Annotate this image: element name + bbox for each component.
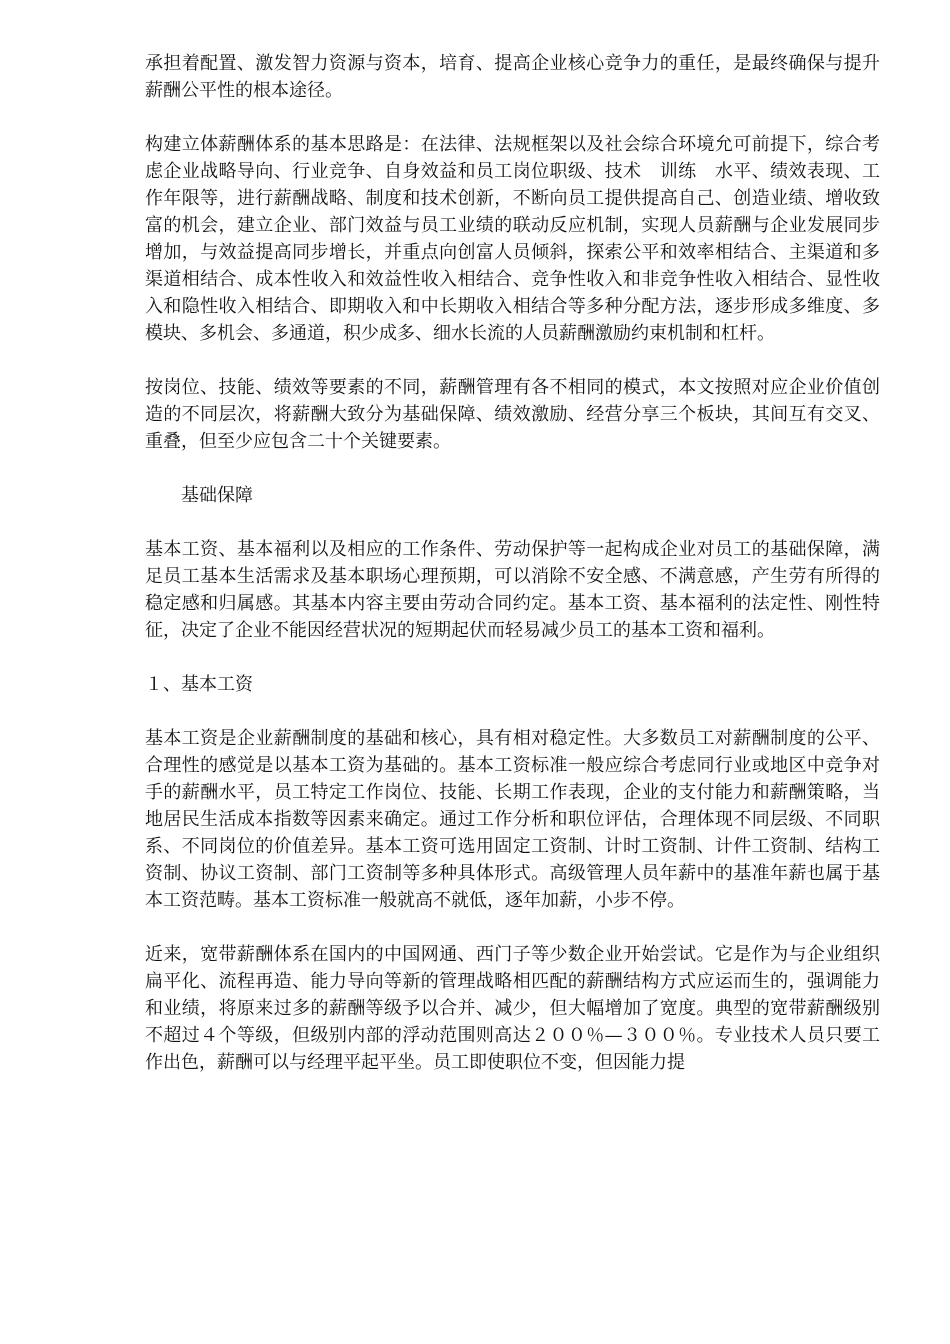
paragraph-basic-security: 基本工资、基本福利以及相应的工作条件、劳动保护等一起构成企业对员工的基础保障，满足员工基本生活需求及基本职场心理预期，可以消除不安全感、不满意感，产生劳有所得的稳定感和归属感。其基本内容主要由劳动合同约定。基本工资、基本福利的法定性、刚性特征，决定了企业不能因经营状况的短期起伏而轻易减少员工的基本工资和福利。 [145, 539, 880, 641]
paragraph-base-salary: 基本工资是企业薪酬制度的基础和核心，具有相对稳定性。大多数员工对薪酬制度的公平、合理性的感觉是以基本工资为基础的。基本工资标准一般应综合考虑同行业或地区中竞争对手的薪酬水平，员工特定工作岗位、技能、长期工作表现，企业的支付能力和薪酬策略，当地居民生活成本指数等因素来确定。通过工作分析和职位评估，合理体现不同层级、不同职系、不同岗位的价值差异。基本工资可选用固定工资制、计时工资制、计件工资制、结构工资制、协议工资制、部门工资制等多种具体形式。高级管理人员年薪中的基准年薪也属于基本工资范畴。基本工资标准一般就高不就低，逐年加薪，小步不停。 [145, 728, 880, 911]
section-heading-base-salary: １、基本工资 [145, 674, 253, 695]
paragraph-intro-continuation: 承担着配置、激发智力资源与资本，培育、提高企业核心竞争力的重任，是最终确保与提升薪酬公平性的根本途径。 [145, 53, 880, 101]
document-body [145, 50, 880, 1103]
paragraph-broadband-salary: 近来，宽带薪酬体系在国内的中国网通、西门子等少数企业开始尝试。它是作为与企业组织扁平化、流程再造、能力导向等新的管理战略相匹配的薪酬结构方式应运而生的，强调能力和业绩，将原来过多的薪酬等级予以合并、减少，但大幅增加了宽度。典型的宽带薪酬级别不超过４个等级，但级别内部的浮动范围则高达２００％—３００％。专业技术人员只要工作出色，薪酬可以与经理平起平坐。员工即使职位不变，但因能力提 [145, 944, 880, 1073]
paragraph-salary-modules: 按岗位、技能、绩效等要素的不同，薪酬管理有各不相同的模式，本文按照对应企业价值创造的不同层次，将薪酬大致分为基础保障、绩效激励、经营分享三个板块，其间互有交叉、重叠，但至少应包含二十个关键要素。 [145, 377, 880, 452]
section-heading-basic-security: 基础保障 [181, 485, 253, 506]
paragraph-basic-approach: 构建立体薪酬体系的基本思路是：在法律、法规框架以及社会综合环境允可前提下，综合考虑企业战略导向、行业竞争、自身效益和员工岗位职级、技术 训练 水平、绩效表现、工作年限等，进行薪酬战略、制度和技术创新，不断向员工提供提高自己、创造业绩、增收致富的机会，建立企业、部门效益与员工业绩的联动反应机制，实现人员薪酬与企业发展同步增加，与效益提高同步增长，并重点向创富人员倾斜，探索公平和效率相结合、主渠道和多渠道相结合、成本性收入和效益性收入相结合、竞争性收入和非竞争性收入相结合、显性收入和隐性收入相结合、即期收入和中长期收入相结合等多种分配方法，逐步形成多维度、多模块、多机会、多通道，积少成多、细水长流的人员薪酬激励约束机制和杠杆。 [145, 134, 880, 344]
